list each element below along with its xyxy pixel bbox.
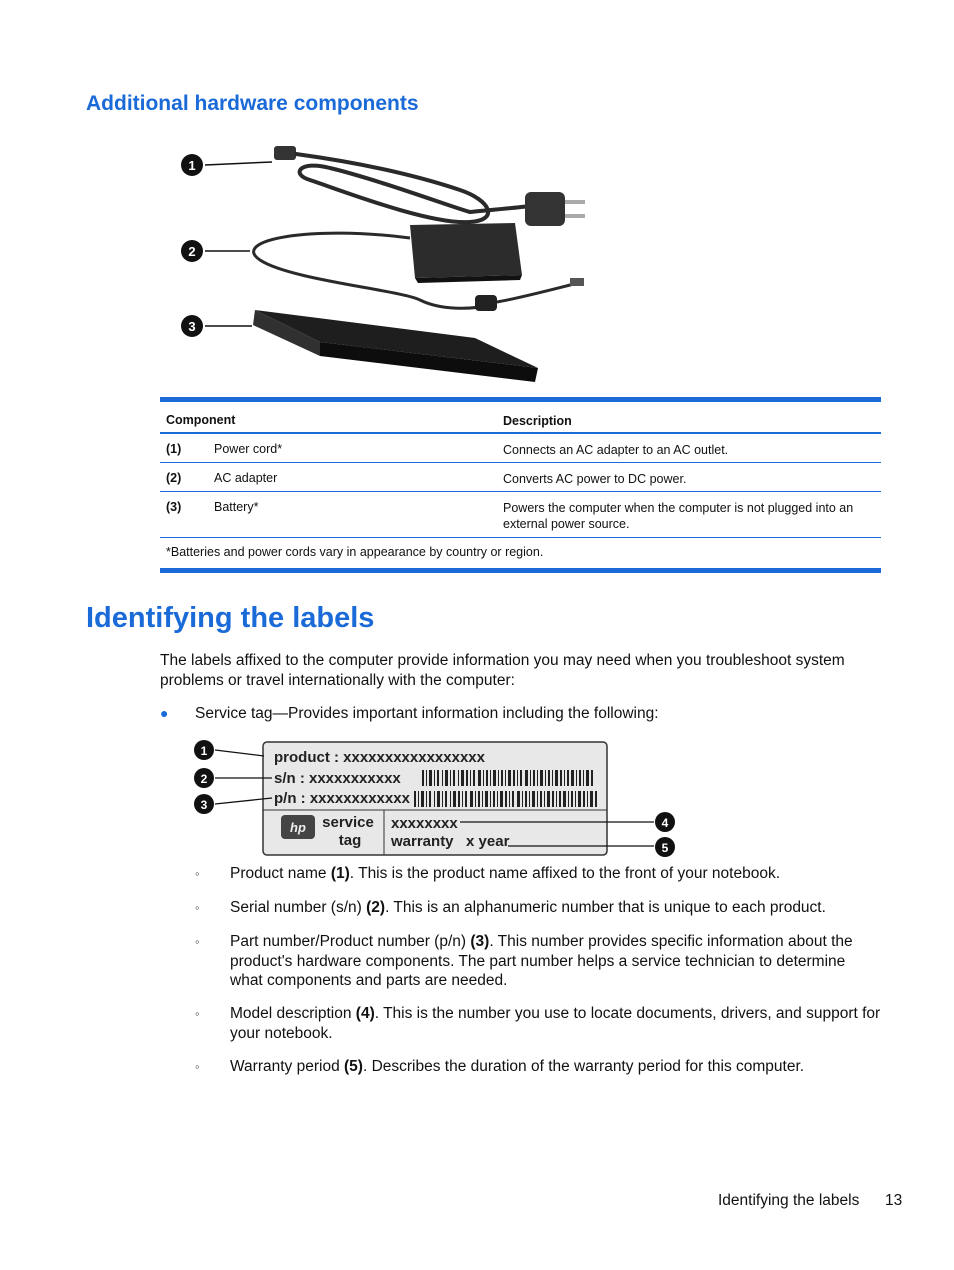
callout-3 bbox=[181, 315, 252, 337]
list-item bbox=[195, 1004, 885, 1046]
circle-bullet-icon: ◦ bbox=[195, 1006, 200, 1021]
circle-bullet-icon: ◦ bbox=[195, 900, 200, 915]
callout-2 bbox=[181, 240, 250, 262]
list-item bbox=[195, 932, 885, 994]
footer-section-title: Identifying the labels bbox=[718, 1192, 860, 1209]
battery-image bbox=[253, 310, 538, 382]
table-bottom-rule bbox=[160, 568, 881, 573]
page-heading: Identifying the labels bbox=[86, 602, 375, 634]
row-number: (1) bbox=[166, 442, 182, 456]
svg-text:4: 4 bbox=[661, 816, 669, 830]
list-item-text: Part number/Product number (p/n) (3). This number provides specific information about the product's hardware components. The part number helps a service technician to determine what components and parts are needed. bbox=[230, 933, 853, 989]
section-heading: Additional hardware components bbox=[86, 92, 419, 115]
callout-1 bbox=[181, 154, 272, 176]
callout-1 bbox=[194, 740, 264, 760]
list-item-text: Model description (4). This is the number you use to locate documents, drivers, and support for your notebook. bbox=[230, 1005, 881, 1042]
svg-text:1: 1 bbox=[188, 158, 196, 173]
table-footnote-row bbox=[160, 538, 881, 568]
svg-text:2: 2 bbox=[188, 244, 196, 259]
bullet-text: Service tag—Provides important information including the following: bbox=[195, 705, 659, 722]
svg-text:hp: hp bbox=[290, 820, 306, 835]
label-sn-line: s/n : xxxxxxxxxxx bbox=[274, 770, 401, 787]
circle-bullet-icon: ◦ bbox=[195, 1059, 200, 1074]
row-description: Converts AC power to DC power. bbox=[503, 472, 687, 486]
list-item-text: Product name (1). This is the product name affixed to the front of your notebook. bbox=[230, 865, 781, 882]
circle-bullet-icon: ◦ bbox=[195, 934, 200, 949]
svg-text:3: 3 bbox=[200, 798, 208, 812]
label-product-line: product : xxxxxxxxxxxxxxxxx bbox=[274, 749, 485, 766]
svg-text:1: 1 bbox=[200, 744, 208, 758]
row-component: Power cord* bbox=[214, 442, 283, 456]
header-description: Description bbox=[503, 414, 572, 428]
ac-adapter-image bbox=[254, 223, 584, 311]
row-description: Connects an AC adapter to an AC outlet. bbox=[503, 443, 729, 457]
service-tag-figure bbox=[190, 738, 690, 863]
table-row bbox=[160, 434, 881, 463]
row-description: Powers the computer when the computer is not plugged into an external power source. bbox=[503, 501, 854, 531]
row-component: AC adapter bbox=[214, 471, 278, 485]
row-number: (2) bbox=[166, 471, 182, 485]
page-number: 13 bbox=[885, 1192, 903, 1209]
list-item bbox=[195, 1057, 885, 1079]
components-table bbox=[160, 397, 881, 573]
table-row bbox=[160, 492, 881, 538]
row-component: Battery* bbox=[214, 500, 259, 514]
bullet-dot-icon: ● bbox=[160, 705, 169, 721]
power-cord-image bbox=[274, 146, 585, 226]
svg-text:3: 3 bbox=[188, 319, 196, 334]
table-row bbox=[160, 463, 881, 492]
list-item-text: Warranty period (5). Describes the duration of the warranty period for this computer. bbox=[230, 1058, 805, 1075]
label-pn-line: p/n : xxxxxxxxxxxx bbox=[274, 790, 410, 807]
list-item bbox=[195, 898, 885, 920]
hp-logo bbox=[281, 815, 315, 839]
label-model: xxxxxxxx bbox=[391, 815, 458, 832]
circle-bullet-icon: ◦ bbox=[195, 866, 200, 881]
svg-text:2: 2 bbox=[200, 772, 208, 786]
svg-text:5: 5 bbox=[661, 841, 669, 855]
hardware-figure bbox=[170, 130, 610, 395]
table-header-row bbox=[160, 402, 881, 434]
callout-2 bbox=[194, 768, 272, 788]
label-tag: tag bbox=[338, 832, 362, 849]
list-item-text: Serial number (s/n) (2). This is an alphanumeric number that is unique to each product. bbox=[230, 899, 826, 916]
intro-paragraph: The labels affixed to the computer provide information you may need when you troubleshoot system problems or travel internationally with the computer: bbox=[160, 652, 845, 689]
label-service: service bbox=[322, 814, 374, 831]
header-component: Component bbox=[166, 413, 236, 427]
list-item bbox=[195, 864, 885, 886]
row-number: (3) bbox=[166, 500, 182, 514]
table-footnote: *Batteries and power cords vary in appearance by country or region. bbox=[166, 545, 544, 559]
callout-3 bbox=[194, 794, 272, 814]
label-warranty: warranty x year bbox=[391, 833, 510, 850]
